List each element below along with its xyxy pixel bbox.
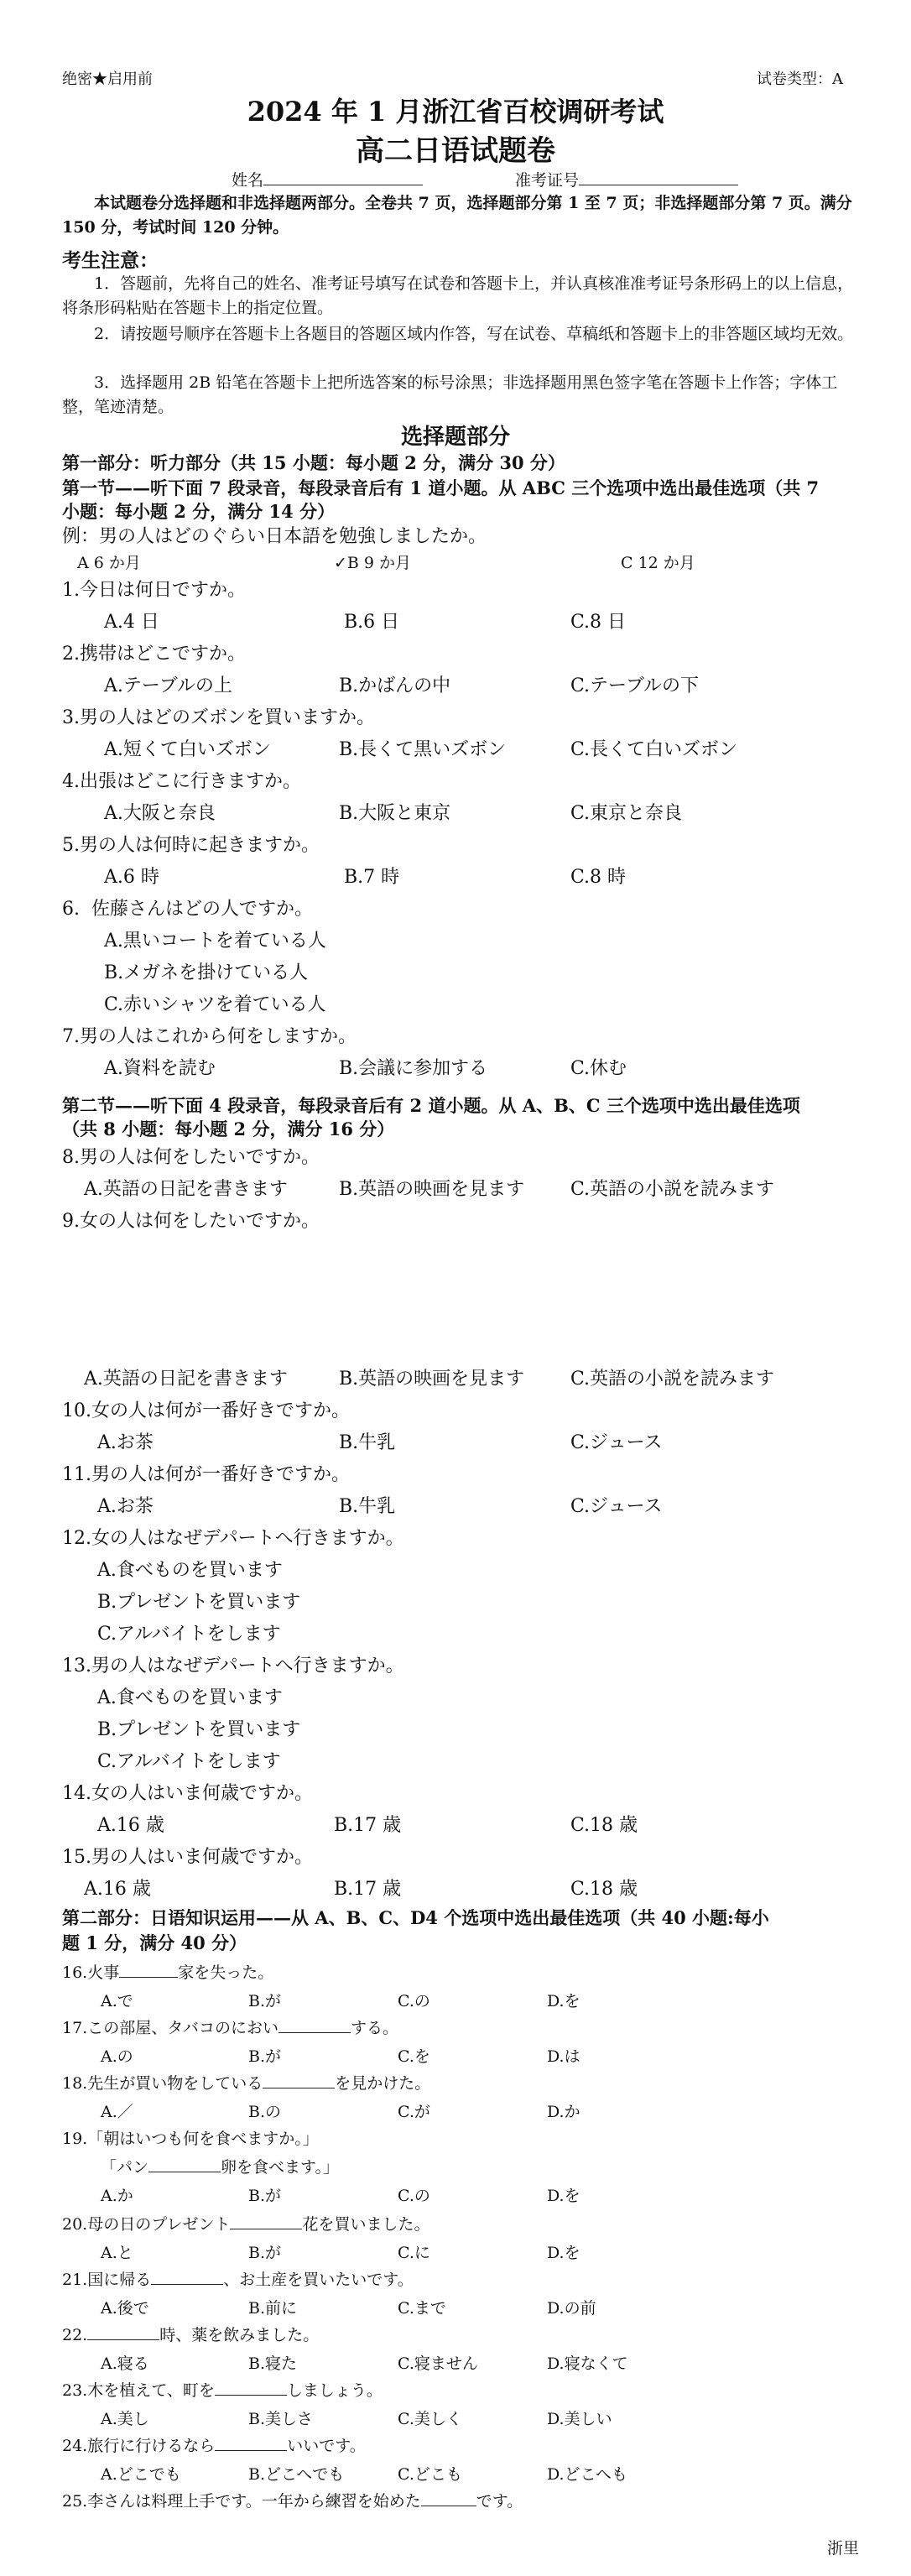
q22-blank[interactable] (87, 2323, 159, 2340)
exam-number-field[interactable] (515, 168, 738, 190)
q21-option-a[interactable]: A.後で (101, 2299, 149, 2318)
question-5: 5.男の人は何時に起きますか。 (62, 835, 320, 856)
q25-blank[interactable] (421, 2490, 476, 2506)
q2-option-a[interactable]: A.テーブルの上 (104, 675, 232, 696)
q4-option-a[interactable]: A.大阪と奈良 (104, 803, 216, 824)
q12-option-a[interactable]: A.食べものを買います (97, 1560, 283, 1581)
q24-blank[interactable] (215, 2434, 287, 2451)
notice-item-2: 2．请按题号顺序在答题卡上各题目的答题区域内作答，写在试卷、草稿纸和答题卡上的非答题区域均无效。 (94, 325, 854, 343)
notice-title: 考生注意： (62, 249, 159, 272)
q18-option-c[interactable]: C.が (398, 2103, 430, 2121)
question-11: 11.男の人は何が一番好きですか。 (62, 1464, 350, 1485)
q18-option-a[interactable]: A.／ (101, 2103, 133, 2121)
q17-option-d[interactable]: D.は (547, 2047, 580, 2066)
q24-option-b[interactable]: B.どこへでも (248, 2465, 345, 2484)
question-12: 12.女の人はなぜデパートへ行きますか。 (62, 1528, 404, 1549)
q20-option-b[interactable]: B.が (248, 2244, 282, 2262)
q18-option-b[interactable]: B.の (248, 2103, 282, 2121)
q19-blank[interactable] (148, 2156, 221, 2172)
q16-option-c[interactable]: C.の (398, 1992, 430, 2010)
question-1: 1.今日は何日ですか。 (62, 580, 246, 601)
example-option-c: C 12 か月 (621, 554, 695, 572)
q9-option-a[interactable]: A.英語の日記を書きます (84, 1369, 288, 1390)
q4-option-c[interactable]: C.東京と奈良 (570, 803, 683, 824)
q22-option-a[interactable]: A.寝る (101, 2354, 149, 2373)
q23-blank[interactable] (215, 2379, 287, 2396)
example-option-b-checked: ✓B 9 か月 (334, 554, 412, 572)
q14-option-a[interactable]: A.16 歳 (97, 1815, 164, 1836)
q8-option-b[interactable]: B.英語の映画を見ます (339, 1179, 525, 1200)
question-4: 4.出張はどこに行きますか。 (62, 771, 301, 792)
q14-option-c[interactable]: C.18 歳 (570, 1815, 638, 1836)
q16-option-d[interactable]: D.を (547, 1992, 580, 2010)
part1-title: 第一部分：听力部分（共 15 小题：每小题 2 分，满分 30 分） (62, 452, 565, 473)
q17-blank[interactable] (279, 2016, 351, 2033)
q15-option-a[interactable]: A.16 歳 (84, 1879, 151, 1900)
question-2: 2.携帯はどこですか。 (62, 644, 246, 665)
q9-option-b[interactable]: B.英語の映画を見ます (339, 1369, 525, 1390)
q21-option-b[interactable]: B.前に (248, 2299, 298, 2318)
q19-option-c[interactable]: C.の (398, 2187, 430, 2205)
q10-option-b[interactable]: B.牛乳 (339, 1432, 396, 1453)
question-17: 17.この部屋、タバコのにおい する。 (62, 2015, 398, 2038)
question-23: 23.木を植えて、町を しましょう。 (62, 2378, 383, 2401)
question-15: 15.男の人はいま何歳ですか。 (62, 1847, 313, 1868)
question-20: 20.母の日のプレゼント 花を買いました。 (62, 2212, 429, 2234)
q7-option-c[interactable]: C.休む (570, 1058, 627, 1079)
exam-title: 2024 年 1 月浙江省百校调研考试 (247, 96, 664, 128)
q10-option-c[interactable]: C.ジュース (570, 1432, 663, 1453)
q12-option-c[interactable]: C.アルバイトをします (97, 1624, 281, 1645)
q19-option-d[interactable]: D.を (547, 2187, 580, 2205)
q22-option-d[interactable]: D.寝なくて (547, 2354, 628, 2373)
question-19-line2: 「パン 卵を食べます。」 (101, 2155, 339, 2177)
paper-type-label: 试卷类型：A (757, 70, 843, 88)
question-24: 24.旅行に行けるなら いいです。 (62, 2433, 366, 2456)
q8-option-c[interactable]: C.英語の小説を読みます (570, 1179, 775, 1200)
q13-option-c[interactable]: C.アルバイトをします (97, 1751, 281, 1772)
q18-blank[interactable] (263, 2072, 335, 2088)
question-9: 9.女の人は何をしたいですか。 (62, 1211, 320, 1232)
q11-option-c[interactable]: C.ジュース (570, 1496, 663, 1517)
q23-option-d[interactable]: D.美しい (547, 2410, 612, 2428)
name-blank[interactable] (263, 169, 423, 185)
notice-item-3: 3．选择题用 2B 铅笔在答题卡上把所选答案的标号涂黑；非选择题用黑色签字笔在答题卡上作答；字体工整，笔迹清楚。 (62, 373, 838, 416)
name-label: 姓名 (232, 171, 264, 190)
q1-option-a[interactable]: A.4 日 (104, 612, 159, 633)
q5-option-c[interactable]: C.8 時 (570, 867, 627, 888)
q4-option-b[interactable]: B.大阪と東京 (339, 803, 451, 824)
part1-section2-line2: （共 8 小题：每小题 2 分，满分 16 分） (62, 1119, 395, 1139)
question-22: 22. 時、薬を飲みました。 (62, 2323, 319, 2345)
q16-blank[interactable] (119, 1961, 178, 1978)
question-16: 16.火事 家を失った。 (62, 1960, 273, 1983)
example-option-a: A 6 か月 (77, 554, 141, 572)
q20-blank[interactable] (230, 2213, 302, 2229)
example-question: 例：男の人はどのぐらい日本語を勉強しましたか。 (62, 526, 487, 547)
q23-option-b[interactable]: B.美しさ (248, 2410, 314, 2428)
q3-option-a[interactable]: A.短くて白いズボン (104, 739, 271, 760)
question-14: 14.女の人はいま何歳ですか。 (62, 1783, 313, 1804)
q17-option-a[interactable]: A.の (101, 2047, 133, 2066)
q5-option-b[interactable]: B.7 時 (344, 867, 400, 888)
q11-option-a[interactable]: A.お茶 (97, 1496, 154, 1517)
footer-mark: 浙里 (827, 2539, 860, 2558)
question-13: 13.男の人はなぜデパートへ行きますか。 (62, 1656, 404, 1676)
question-19: 19.「朝はいつも何を食べますか。」 (62, 2130, 319, 2148)
q16-option-a[interactable]: A.で (101, 1992, 133, 2010)
q19-option-a[interactable]: A.か (101, 2187, 133, 2205)
q6-option-c[interactable]: C.赤いシャツを着ている人 (104, 994, 326, 1015)
question-18: 18.先生が買い物をしている を見かけた。 (62, 2071, 430, 2094)
q24-option-a[interactable]: A.どこでも (101, 2465, 181, 2484)
question-10: 10.女の人は何が一番好きですか。 (62, 1400, 350, 1421)
part2-title-line2: 题 1 分，满分 40 分） (62, 1932, 247, 1953)
q1-option-b[interactable]: B.6 日 (344, 612, 400, 633)
q21-blank[interactable] (151, 2268, 223, 2285)
question-25: 25.李さんは料理上手です。一年から練習を始めた です。 (62, 2489, 523, 2511)
q18-option-d[interactable]: D.か (547, 2103, 580, 2121)
q7-option-b[interactable]: B.会議に参加する (339, 1058, 488, 1079)
q17-option-b[interactable]: B.が (248, 2047, 282, 2066)
q19-option-b[interactable]: B.が (248, 2187, 282, 2205)
part1-section2-line1: 第二节——听下面 4 段录音，每段录音后有 2 道小题。从 A、B、C 三个选项中选出最佳选项 (62, 1095, 800, 1116)
q8-option-a[interactable]: A.英語の日記を書きます (84, 1179, 288, 1200)
exam-number-label: 准考证号 (515, 171, 580, 190)
q12-option-b[interactable]: B.プレゼントを買います (97, 1592, 301, 1613)
part1-section1-line1: 第一节——听下面 7 段录音，每段录音后有 1 道小题。从 ABC 三个选项中选出最佳选项（共 7 (62, 477, 820, 498)
q13-option-a[interactable]: A.食べものを買います (97, 1687, 283, 1708)
q15-option-b[interactable]: B.17 歳 (334, 1879, 402, 1900)
q17-option-c[interactable]: C.を (398, 2047, 430, 2066)
q3-option-b[interactable]: B.長くて黒いズボン (339, 739, 507, 760)
q14-option-b[interactable]: B.17 歳 (334, 1815, 402, 1836)
notice-item-1: 1．答题前，先将自己的姓名、准考证号填写在试卷和答题卡上，并认真核准准考证号条形码上的以上信息，将条形码粘贴在答题卡上的指定位置。 (62, 274, 854, 317)
q21-option-d[interactable]: D.の前 (547, 2299, 596, 2318)
question-8: 8.男の人は何をしたいですか。 (62, 1147, 320, 1168)
question-6: 6. 佐藤さんはどの人ですか。 (62, 899, 313, 920)
q20-option-c[interactable]: C.に (398, 2244, 430, 2262)
section-title: 选择题部分 (400, 425, 510, 450)
q20-option-a[interactable]: A.と (101, 2244, 133, 2262)
q10-option-a[interactable]: A.お茶 (97, 1432, 154, 1453)
q23-option-c[interactable]: C.美しく (398, 2410, 462, 2428)
q3-option-c[interactable]: C.長くて白いズボン (570, 739, 738, 760)
q13-option-b[interactable]: B.プレゼントを買います (97, 1719, 301, 1740)
q24-option-d[interactable]: D.どこへも (547, 2465, 627, 2484)
part1-section1-line2: 小题：每小题 2 分，满分 14 分） (62, 501, 336, 522)
part2-title-line1: 第二部分：日语知识运用——从 A、B、C、D4 个选项中选出最佳选项（共 40 小题:每小 (62, 1907, 769, 1928)
q2-option-c[interactable]: C.テーブルの下 (570, 675, 700, 696)
q9-option-c[interactable]: C.英語の小説を読みます (570, 1369, 775, 1390)
exam-subtitle: 高二日语试题卷 (356, 134, 555, 168)
name-field[interactable] (232, 168, 423, 190)
q22-option-c[interactable]: C.寝ません (398, 2354, 478, 2373)
q1-option-c[interactable]: C.8 日 (570, 612, 627, 633)
q2-option-b[interactable]: B.かばんの中 (339, 675, 451, 696)
q15-option-c[interactable]: C.18 歳 (570, 1879, 638, 1900)
q22-option-b[interactable]: B.寝た (248, 2354, 298, 2373)
question-21: 21.国に帰る 、お土産を買いたいです。 (62, 2267, 414, 2290)
q20-option-d[interactable]: D.を (547, 2244, 580, 2262)
q6-option-a[interactable]: A.黒いコートを着ている人 (104, 931, 326, 952)
intro-text: 本试题卷分选择题和非选择题两部分。全卷共 7 页，选择题部分第 1 至 7 页；非选择题部分第 7 页。满分 150 分，考试时间 120 分钟。 (62, 194, 852, 237)
q7-option-a[interactable]: A.資料を読む (104, 1058, 216, 1079)
q21-option-c[interactable]: C.まで (398, 2299, 446, 2318)
exam-number-blank[interactable] (579, 169, 738, 185)
q11-option-b[interactable]: B.牛乳 (339, 1496, 396, 1517)
question-3: 3.男の人はどのズボンを買いますか。 (62, 707, 375, 728)
confidential-label: 绝密★启用前 (62, 70, 153, 88)
q16-option-b[interactable]: B.が (248, 1992, 282, 2010)
q6-option-b[interactable]: B.メガネを掛けている人 (104, 962, 309, 983)
q23-option-a[interactable]: A.美し (101, 2410, 149, 2428)
question-7: 7.男の人はこれから何をしますか。 (62, 1026, 357, 1047)
q24-option-c[interactable]: C.どこも (398, 2465, 462, 2484)
q5-option-a[interactable]: A.6 時 (104, 867, 159, 888)
